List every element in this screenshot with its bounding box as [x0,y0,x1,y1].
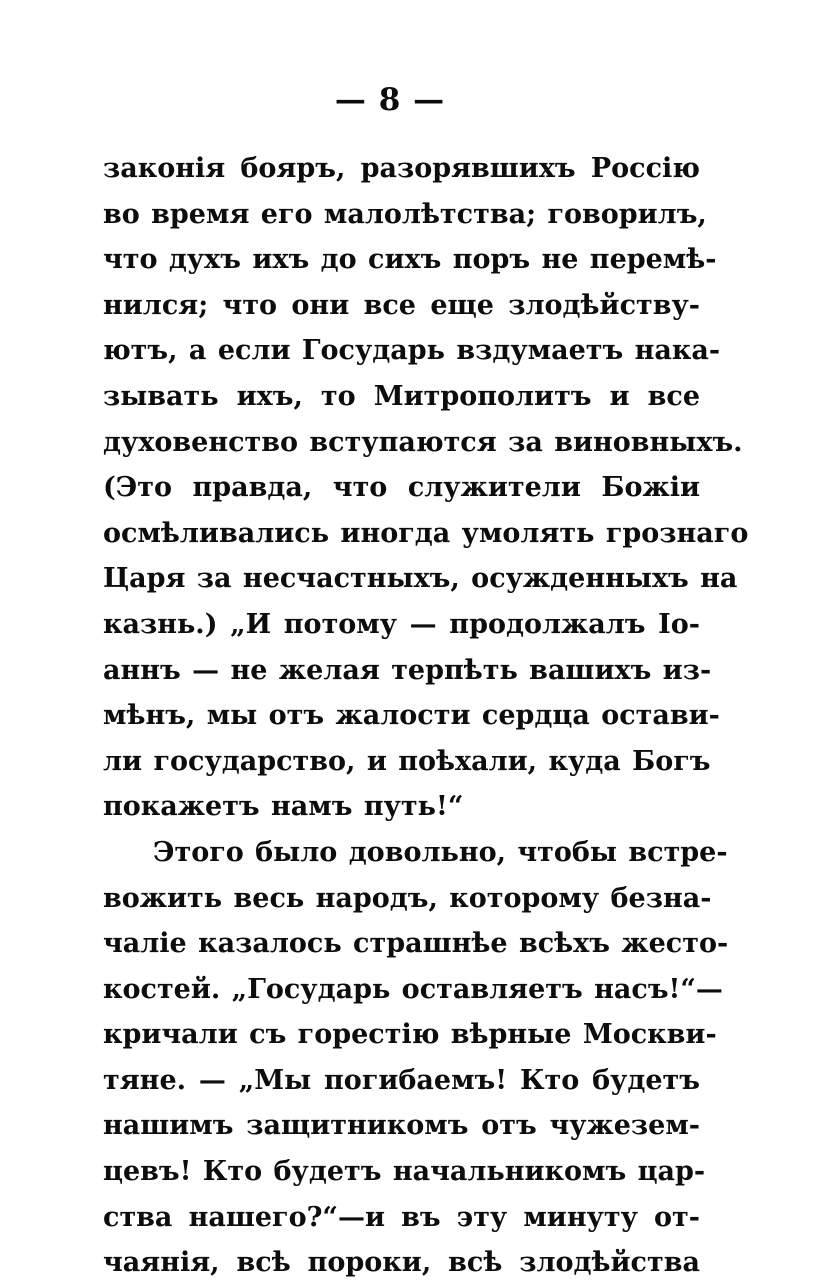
body-text [103,146,749,1286]
text-line: что духъ ихъ до сихъ поръ не перемѣ- [103,244,717,276]
text-line: ства нашего?“—и въ эту минуту от- [103,1201,700,1233]
page-number: — 8 — [334,82,446,118]
text-line: Царя за несчастныхъ, осужденныхъ на [103,563,738,595]
text-line: ютъ, а если Государь вздумаетъ нака- [103,335,721,367]
text-line: ли государство, и поѣхали, куда Богъ [103,745,711,777]
text-line: законія бояръ, разорявшихъ Россію [103,153,700,184]
text-line: осмѣливались иногда умолять грознаго [103,517,749,549]
text-line: чаянія, всѣ пороки, всѣ злодѣйства [103,1247,700,1279]
text-line: вожить весь народъ, которому безна- [103,882,712,914]
text-line: мѣнъ, мы отъ жалости сердца остави- [103,700,720,732]
text-line: костей. „Государь оставляетъ насъ!“— [103,973,723,1005]
text-line: духовенство вступаются за виновныхъ. [103,426,743,458]
text-line: во время его малолѣтства; говорилъ, [103,198,707,230]
text-line: аннъ — не желая терпѣть вашихъ из- [103,654,712,686]
text-line: тяне. — „Мы погибаемъ! Кто будетъ [103,1064,700,1096]
text-line: казнь.) „И потому — продолжалъ Іо- [103,608,700,640]
text-line: цевъ! Кто будетъ начальникомъ цар- [103,1156,706,1188]
paragraph-end-line: покажетъ намъ путь!“ [103,791,464,823]
text-line: нашимъ защитникомъ отъ чужезем- [103,1110,700,1142]
text-line: (Это правда, что служители Божіи [103,472,700,504]
text-line: нился; что они все еще злодѣйству- [103,289,700,321]
paragraph-start-line: Этого было довольно, чтобы встре- [153,836,728,868]
text-line: кричали съ горестію вѣрные Москви- [103,1019,717,1051]
text-line: чаліе казалось страшнѣе всѣхъ жесто- [103,928,729,960]
text-line: зывать ихъ, то Митрополитъ и все [103,380,700,412]
